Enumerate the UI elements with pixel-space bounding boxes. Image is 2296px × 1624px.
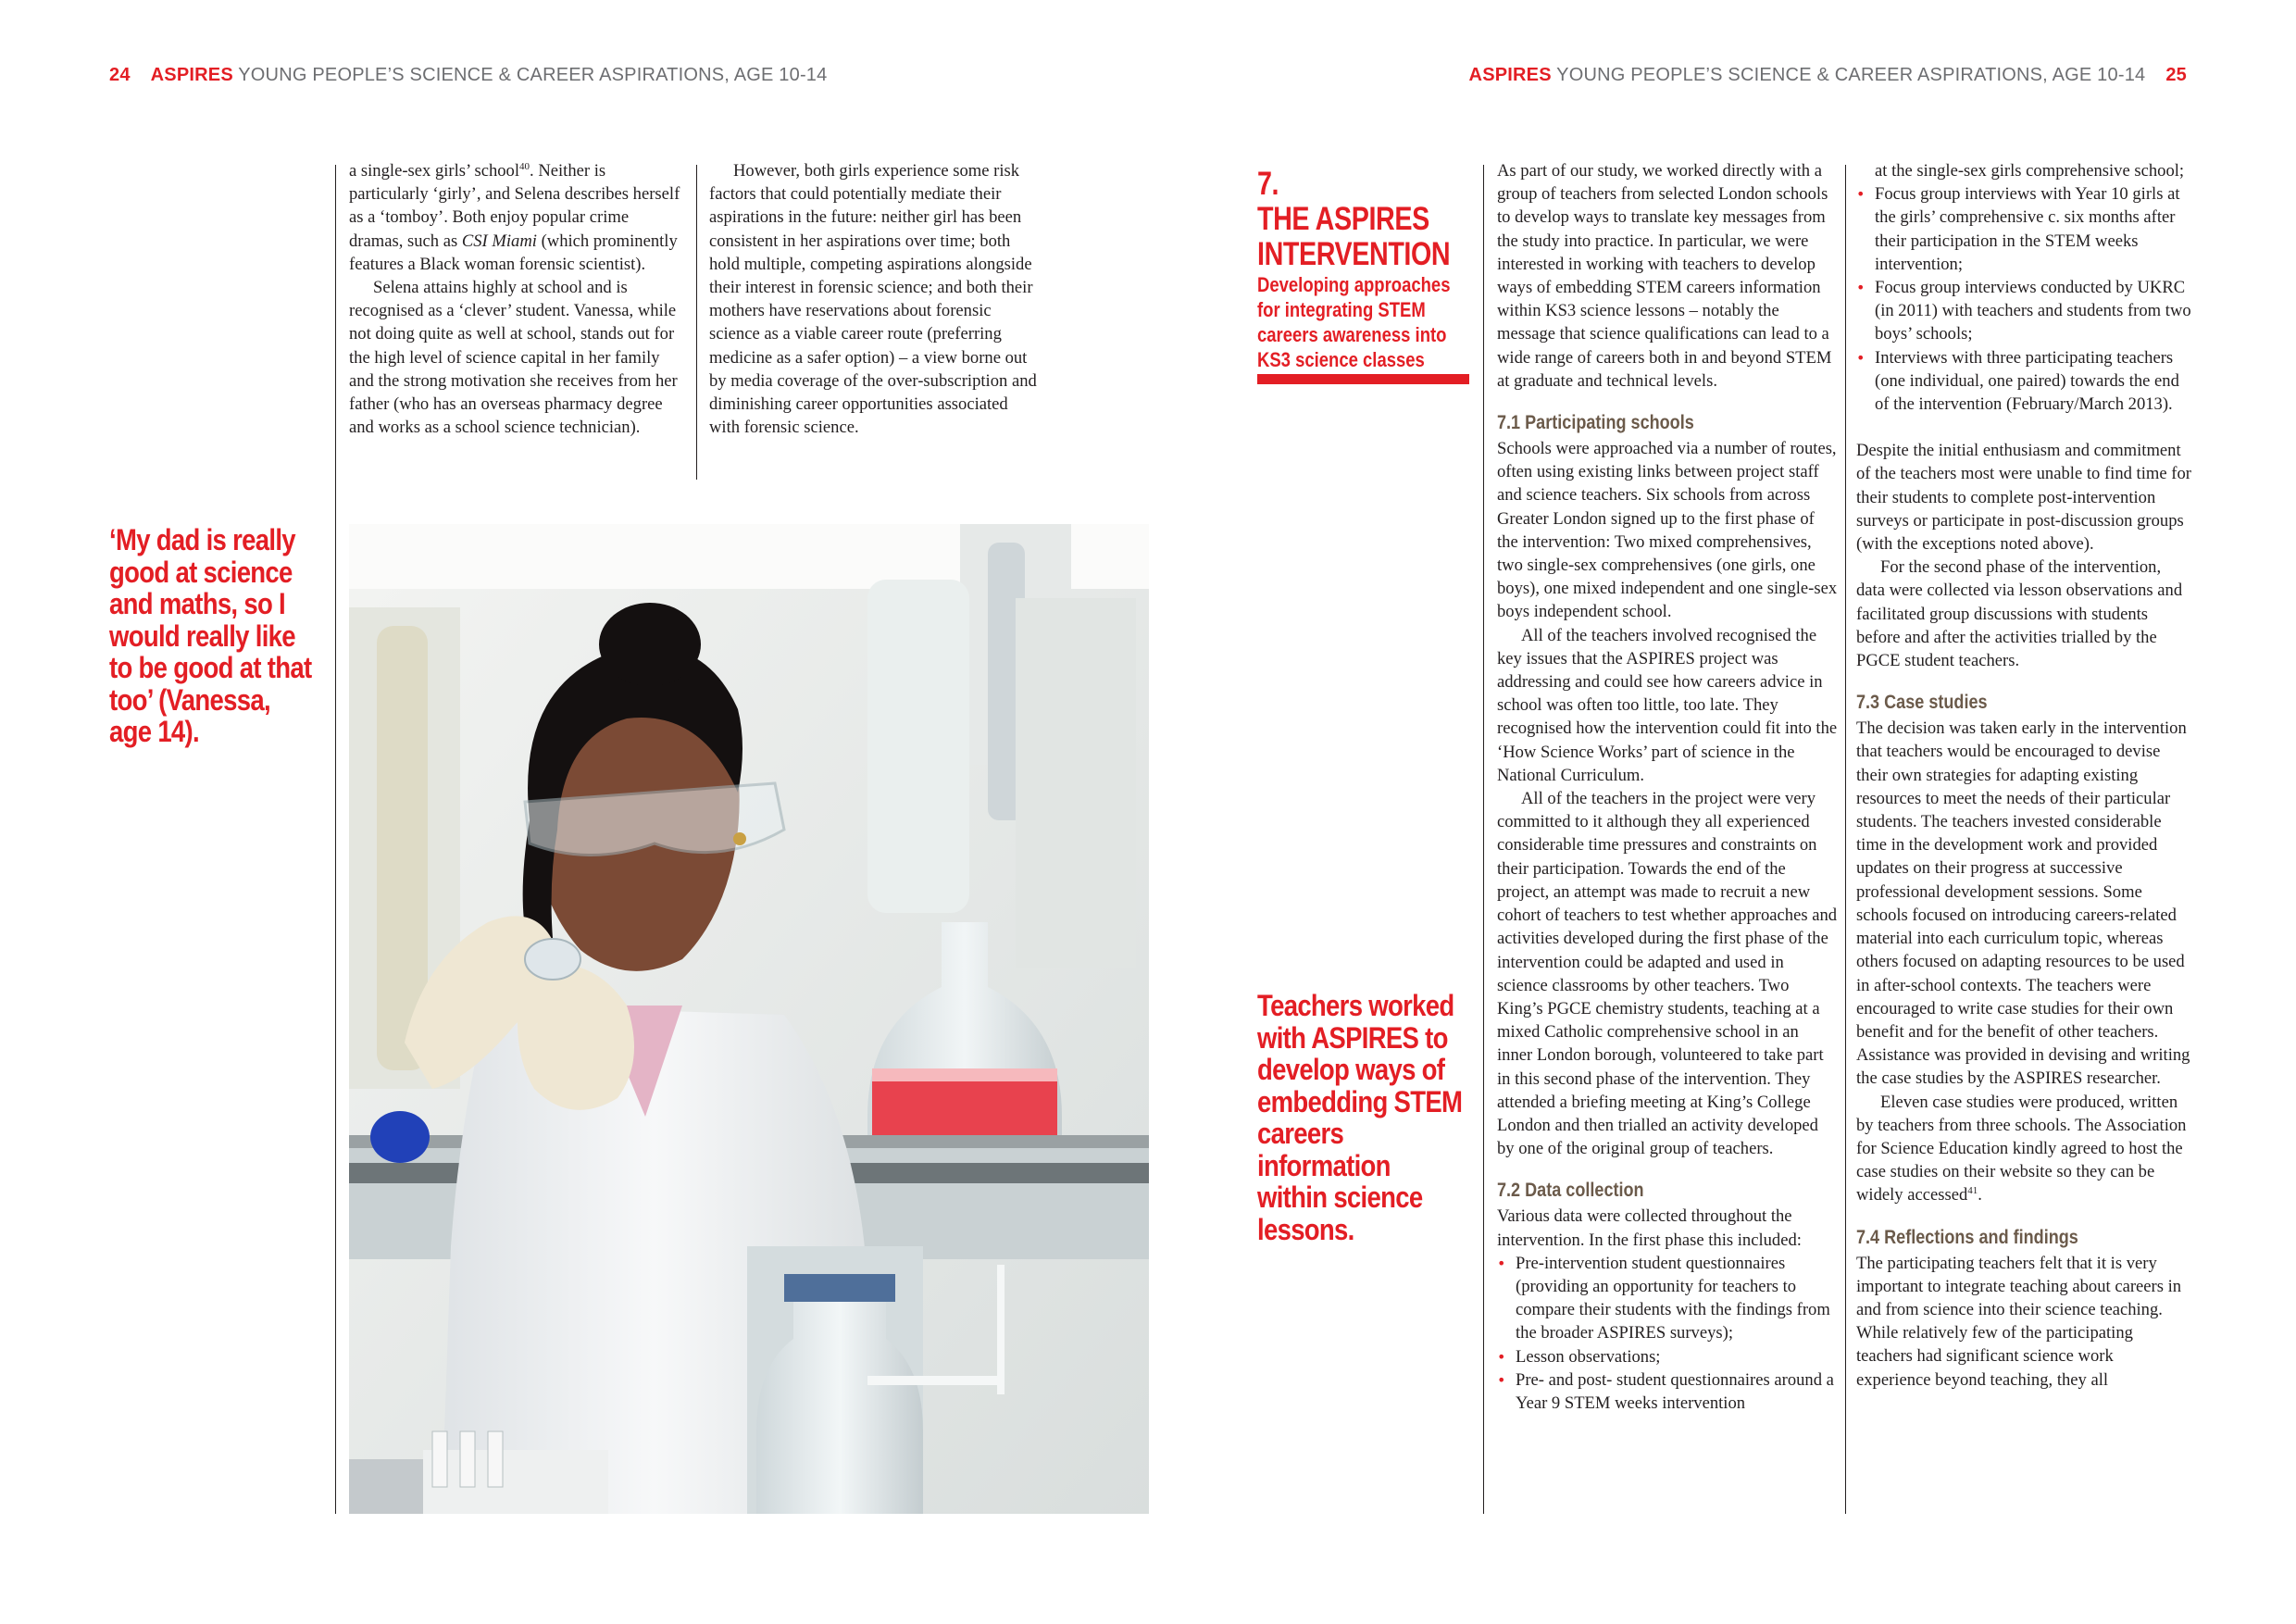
- right-column-1: [1497, 159, 1838, 1415]
- chapter-subtitle-line: KS3 science classes: [1257, 348, 1425, 371]
- section-heading-7-4: 7.4 Reflections and findings: [1856, 1226, 2078, 1248]
- chapter-red-bar: [1257, 374, 1469, 384]
- paragraph: As part of our study, we worked directly with a group of teachers from selected London schools to develop ways to translate key messages from the study into practice. In particular, we were interested in working with teachers to develop ways of embedding STEM careers information within KS3 science lessons – notably the message that science qualifications can lead to a wide range of careers both in and beyond STEM at graduate and technical levels.: [1497, 161, 1832, 391]
- pull-quote-right: Teachers worked with ASPIRES to develop ways of embedding STEM careers information within science lessons.: [1257, 989, 1463, 1246]
- paragraph: Eleven case studies were produced, written by teachers from three schools. The Association for Science Education kindly agreed to host the case studies on their website so they can be widely accessed$^{41}$.: [1856, 1092, 2187, 1206]
- header-right: [1469, 65, 2187, 86]
- list-item: • Focus group interviews with Year 10 girls at the girls’ comprehensive c. six months after their participation in the STEM weeks intervention;: [1856, 182, 2191, 276]
- section-heading-7-2: 7.2 Data collection: [1497, 1180, 1644, 1202]
- lab-scientist-photo: [349, 524, 1149, 1514]
- paragraph: The decision was taken early in the intervention that teachers would be encouraged to devise their own strategies for adapting existing resources to meet the needs of their particular students. The teachers invested considerable time in the development work and provided updates on their progress at successive professional development sessions. Some schools focused on introducing careers-related material into each curriculum topic, whereas others focused on adapting resources to be used in after-school contexts. The teachers were encouraged to write case studies for their own benefit and for the benefit of other teachers. Assistance was provided in devising and writing the case studies by the ASPIRES researcher.: [1856, 718, 2190, 1089]
- paragraph: Various data were collected throughout the intervention. In the first phase this included:: [1497, 1206, 1802, 1250]
- left-column-2: [709, 159, 1041, 439]
- paragraph: at the single-sex girls comprehensive school;: [1875, 161, 2185, 181]
- chapter-number: 7.: [1257, 166, 1279, 202]
- paragraph: However, both girls experience some risk factors that could potentially mediate their aspirations in the future: neither girl has been consistent in her aspirations over time; both hold multiple, competing aspirations alongside their interest in forensic science; and both their mothers have reservations about forensic science as a viable career route (preferring medicine as a safer option) – a view borne out by media coverage of the over-subscription and diminishing career opportunities associated with forensic science.: [709, 161, 1037, 438]
- header-brand-right: ASPIRES: [1468, 65, 1552, 85]
- list-item: • Lesson observations;: [1497, 1345, 1838, 1368]
- paragraph: The participating teachers felt that it is very important to integrate teaching about careers in and from science into their science teaching. While relatively few of the participating teachers had significant science work experience beyond teaching, they all: [1856, 1253, 2182, 1390]
- list-item: • Pre-intervention student questionnaires (providing an opportunity for teachers to compare their students with the findings from the broader ASPIRES surveys);: [1497, 1252, 1838, 1345]
- section-heading-7-3: 7.3 Case studies: [1856, 692, 1988, 714]
- right-page-rule: [1483, 165, 1484, 1514]
- chapter-title-line: THE ASPIRES: [1257, 201, 1429, 237]
- paragraph: Selena attains highly at school and is recognised as a ‘clever’ student. Vanessa, while not doing quite as well at school, stands out for the high level of science capital in her family and the strong motivation she receives from her father (who has an overseas pharmacy degree and works as a school science technician).: [349, 278, 678, 438]
- left-column-1: [349, 159, 684, 439]
- section-heading-7-1: 7.1 Participating schools: [1497, 412, 1694, 434]
- paragraph: For the second phase of the intervention, data were collected via lesson observations and facilitated group discussions with students before and after the activities trialled by the PGCE student teachers.: [1856, 557, 2183, 671]
- bullet-list: [1497, 1252, 1838, 1415]
- pull-quote-left: ‘My dad is really good at science and maths, so I would really like to be good at that too’ (Vanessa, age 14).: [109, 523, 312, 748]
- chapter-title-line: INTERVENTION: [1257, 236, 1451, 272]
- header-title-left: YOUNG PEOPLE’S SCIENCE & CAREER ASPIRATIONS, AGE 10-14: [238, 65, 828, 85]
- paragraph: Schools were approached via a number of routes, often using existing links between project staff and science teachers. Six schools from across Greater London signed up to the first phase of the intervention: Two mixed comprehensives, two single-sex comprehensives (one girls, one boys), one mixed independent and one single-sex boys independent school.: [1497, 439, 1838, 622]
- list-item: • Focus group interviews conducted by UKRC (in 2011) with teachers and students from two boys’ schools;: [1856, 276, 2191, 346]
- paragraph: Despite the initial enthusiasm and commitment of the teachers most were unable to find time for their students to complete post-intervention surveys or participate in post-discussion groups (with the exceptions noted above).: [1856, 441, 2191, 555]
- header-brand-left: ASPIRES: [150, 65, 233, 85]
- page-number-right: 25: [2165, 65, 2187, 85]
- list-item: • Pre- and post- student questionnaires around a Year 9 STEM weeks intervention: [1497, 1368, 1838, 1415]
- list-item: • Interviews with three participating teachers (one individual, one paired) towards the end of the intervention (February/March 2013).: [1856, 346, 2191, 417]
- chapter-subtitle-line: for integrating STEM: [1257, 298, 1426, 321]
- chapter-subtitle-line: Developing approaches: [1257, 273, 1451, 296]
- chapter-heading: [1257, 167, 1479, 372]
- bullet-list: [1856, 182, 2191, 416]
- right-column-2: [1856, 159, 2191, 1392]
- header-left: [109, 65, 827, 86]
- left-page-rule: [335, 165, 336, 1514]
- header-title-right: YOUNG PEOPLE’S SCIENCE & CAREER ASPIRATIONS, AGE 10-14: [1556, 65, 2146, 85]
- left-column-rule: [696, 165, 697, 480]
- right-column-rule: [1845, 165, 1846, 1514]
- paragraph: a single-sex girls’ school$^{40}$. Neither is particularly ‘girly’, and Selena describes herself as a ‘tomboy’. Both enjoy popular crime dramas, such as CSI Miami (which prominently features a Black woman forensic scientist).: [349, 160, 680, 274]
- page-number-left: 24: [109, 65, 131, 85]
- paragraph: All of the teachers in the project were very committed to it although they all experienced considerable time pressures and constraints on their participation. Towards the end of the project, an attempt was made to recruit a new cohort of teachers to test whether approaches and activities developed during the first phase of the intervention could be adapted and used in science classrooms by other teachers. Two King’s PGCE chemistry students, teaching at a mixed Catholic comprehensive school in an inner London borough, volunteered to take part in this second phase of the intervention. They attended a briefing meeting at King’s College London and then trialled an activity developed by one of the original group of teachers.: [1497, 789, 1838, 1159]
- chapter-subtitle-line: careers awareness into: [1257, 323, 1447, 346]
- paragraph: All of the teachers involved recognised the key issues that the ASPIRES project was addressing and could see how careers advice in school was often too little, too late. They recognised how the intervention could fit into the ‘How Science Works’ part of science in the National Curriculum.: [1497, 625, 1838, 785]
